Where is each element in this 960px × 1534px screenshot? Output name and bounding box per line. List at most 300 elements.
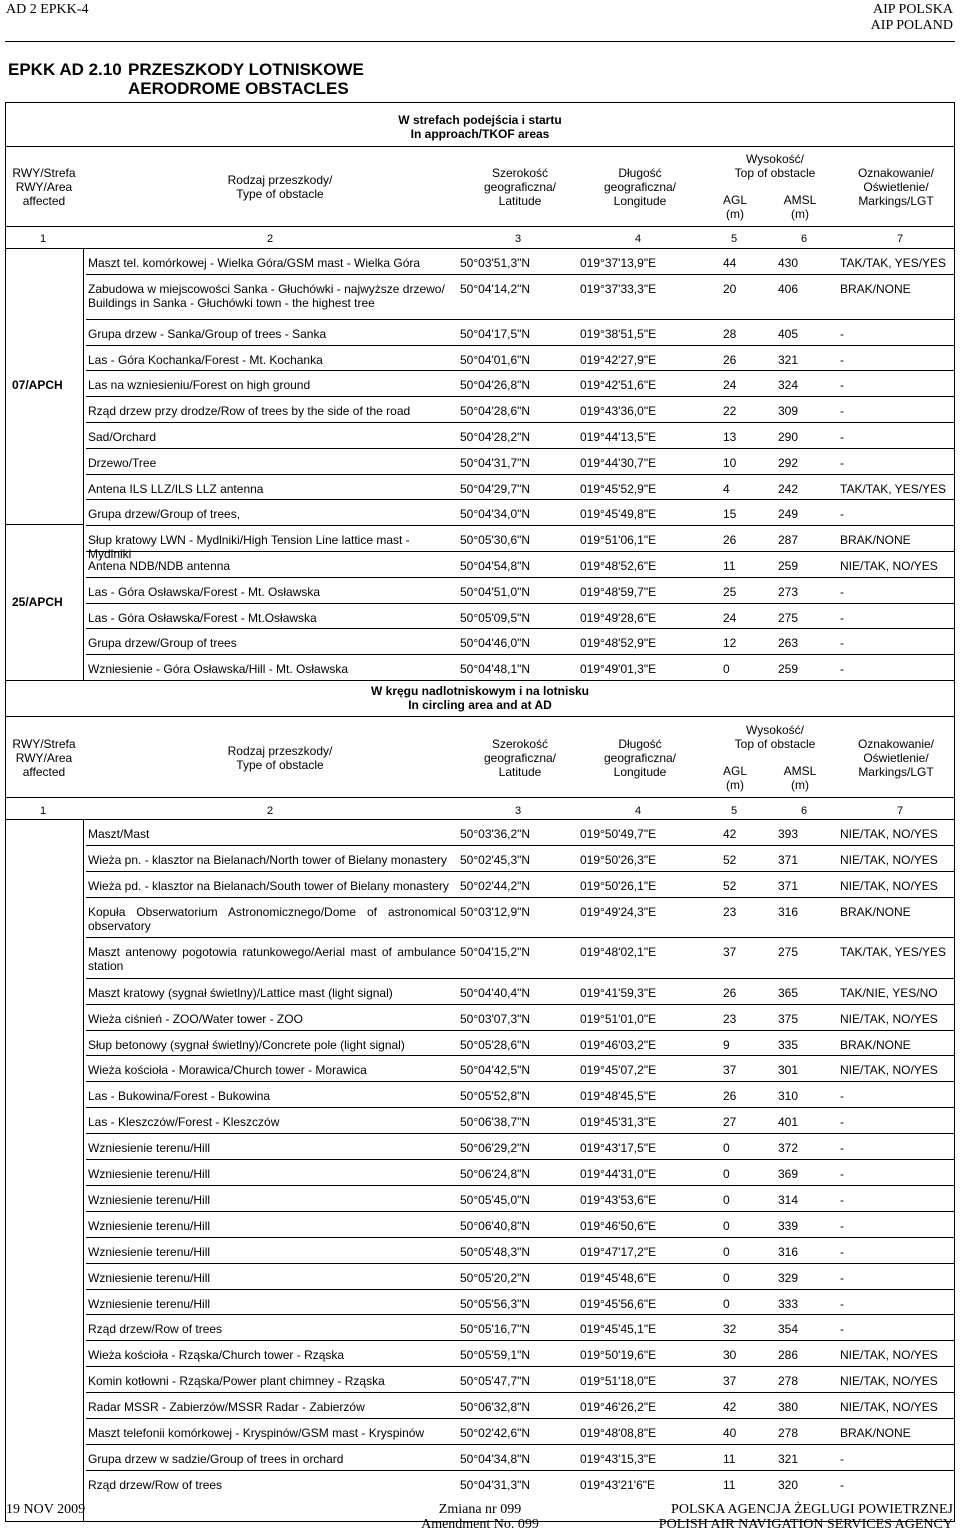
height-agl: 12 xyxy=(723,636,737,651)
col-lon-header-line: Longitude xyxy=(613,194,667,208)
markings-lgt: - xyxy=(840,636,844,651)
area-title-line1: W kręgu nadlotniskowym i na lotnisku xyxy=(370,684,590,698)
obstacle-type: Słup kratowy LWN - Mydlniki/High Tension Line lattice mast - Mydlniki xyxy=(88,533,410,562)
height-amsl: 310 xyxy=(778,1089,799,1104)
row-divider xyxy=(86,396,955,397)
height-agl: 0 xyxy=(723,1270,730,1285)
longitude: 019°48'59,7"E xyxy=(580,584,657,599)
obstacle-type: Wieża kościoła - Morawica/Church tower - Morawica xyxy=(88,1063,367,1078)
latitude: 50°04'26,8"N xyxy=(460,378,531,393)
height-agl: 26 xyxy=(723,985,737,1000)
latitude: 50°04'28,6"N xyxy=(460,404,531,419)
longitude: 019°46'50,6"E xyxy=(580,1218,657,1233)
row-divider xyxy=(86,1133,955,1134)
obstacle-type: Drzewo/Tree xyxy=(88,455,157,470)
circling-numbers-rule xyxy=(5,819,955,820)
latitude: 50°05'56,3"N xyxy=(460,1296,531,1311)
markings-lgt: TAK/NIE, YES/NO xyxy=(840,985,938,1000)
longitude: 019°45'48,6"E xyxy=(580,1270,657,1285)
latitude: 50°05'52,8"N xyxy=(460,1089,531,1104)
latitude: 50°04'29,7"N xyxy=(460,481,531,496)
obstacle-type: Wzniesienie terenu/Hill xyxy=(88,1270,211,1285)
row-divider xyxy=(86,1237,955,1238)
obstacle-type: Antena NDB/NDB antenna xyxy=(88,559,231,573)
markings-lgt: - xyxy=(840,430,844,444)
col-number: 6 xyxy=(801,233,808,245)
markings-lgt: BRAK/NONE xyxy=(840,281,911,296)
markings-lgt: - xyxy=(840,1451,844,1466)
circling-rwy-divider xyxy=(83,819,84,1522)
col-rwy-header-line: RWY/Strefa xyxy=(12,166,76,180)
rwy-block-divider xyxy=(5,524,83,525)
col-rwy-header xyxy=(5,737,83,779)
col-mark-header xyxy=(840,737,952,779)
height-amsl: 324 xyxy=(778,378,799,393)
height-agl: 37 xyxy=(723,1063,737,1078)
row-divider xyxy=(86,551,955,552)
height-amsl: 321 xyxy=(778,1451,799,1466)
col-type-header xyxy=(160,173,400,201)
obstacle-type: Słup betonowy (sygnał świetlny)/Concrete pole (light signal) xyxy=(88,1037,405,1052)
latitude: 50°05'30,6"N xyxy=(460,533,531,548)
latitude: 50°02'42,6"N xyxy=(460,1426,531,1440)
latitude: 50°04'42,5"N xyxy=(460,1063,531,1078)
height-amsl: 339 xyxy=(778,1218,799,1233)
footer-agency xyxy=(659,1502,953,1532)
col-lon-header-line: Longitude xyxy=(613,765,667,779)
markings-lgt: NIE/TAK, NO/YES xyxy=(840,1348,938,1363)
longitude: 019°48'45,5"E xyxy=(580,1089,657,1104)
height-amsl: 375 xyxy=(778,1011,799,1026)
markings-lgt: NIE/TAK, NO/YES xyxy=(840,1011,938,1026)
obstacle-type: Las - Kleszczów/Forest - Kleszczów xyxy=(88,1115,280,1130)
markings-lgt: - xyxy=(840,326,844,341)
col-rwy-header xyxy=(5,166,83,208)
latitude: 50°05'48,3"N xyxy=(460,1244,531,1259)
col-height-header xyxy=(690,723,860,751)
latitude: 50°04'51,0"N xyxy=(460,584,531,599)
row-divider xyxy=(86,448,955,449)
col-mark-header-line: Oznakowanie/ xyxy=(857,737,935,751)
latitude: 50°05'16,7"N xyxy=(460,1322,531,1337)
row-divider xyxy=(86,1289,955,1290)
height-amsl: 278 xyxy=(778,1426,799,1440)
longitude: 019°43'36,0"E xyxy=(580,404,657,419)
markings-lgt: - xyxy=(840,1141,844,1156)
height-agl: 37 xyxy=(723,1374,737,1389)
markings-lgt: - xyxy=(840,507,844,522)
col-amsl-header xyxy=(765,193,835,221)
latitude: 50°05'20,2"N xyxy=(460,1270,531,1285)
markings-lgt: - xyxy=(840,662,844,677)
row-divider xyxy=(86,319,955,320)
obstacle-type: Zabudowa w miejscowości Sanka - Głuchówki - najwyższe drzewo/ Buildings in Sanka - Głuchówki town - the highest tree xyxy=(88,281,445,310)
footer-amendment-en: Amendment No. 099 xyxy=(421,1517,539,1532)
markings-lgt: NIE/TAK, NO/YES xyxy=(840,827,938,841)
height-amsl: 292 xyxy=(778,455,799,470)
row-divider xyxy=(86,1470,955,1471)
height-amsl: 278 xyxy=(778,1374,799,1389)
height-agl: 27 xyxy=(723,1115,737,1130)
height-agl: 0 xyxy=(723,1192,730,1207)
longitude: 019°49'01,3"E xyxy=(580,662,657,677)
footer-agency-en: POLISH AIR NAVIGATION SERVICES AGENCY xyxy=(658,1517,953,1532)
height-agl: 24 xyxy=(723,378,737,393)
longitude: 019°44'30,7"E xyxy=(580,455,657,470)
page-header-right xyxy=(871,2,953,34)
section-number: EPKK AD 2.10 xyxy=(8,60,122,79)
markings-lgt: - xyxy=(840,1192,844,1207)
row-divider xyxy=(86,1185,955,1186)
markings-lgt: - xyxy=(840,404,844,419)
row-divider xyxy=(86,937,955,938)
markings-lgt: - xyxy=(840,455,844,470)
markings-lgt: NIE/TAK, NO/YES xyxy=(840,1063,938,1078)
markings-lgt: NIE/TAK, NO/YES xyxy=(840,1400,938,1415)
row-divider xyxy=(86,370,955,371)
latitude: 50°03'07,3"N xyxy=(460,1011,531,1026)
height-agl: 44 xyxy=(723,256,737,270)
col-height-header-line: Top of obstacle xyxy=(734,166,816,180)
longitude: 019°42'51,6"E xyxy=(580,378,657,393)
row-divider xyxy=(86,1314,955,1315)
height-amsl: 365 xyxy=(778,985,799,1000)
col-number: 7 xyxy=(897,233,904,245)
obstacle-type: Wieża ciśnień - ZOO/Water tower - ZOO xyxy=(88,1011,303,1026)
row-divider xyxy=(86,1030,955,1031)
obstacle-type: Rząd drzew/Row of trees xyxy=(88,1322,223,1337)
row-divider xyxy=(86,654,955,655)
col-lat-header-line: Szerokość xyxy=(491,737,549,751)
longitude: 019°50'26,1"E xyxy=(580,878,657,893)
col-amsl-header-line: (m) xyxy=(791,207,809,221)
height-amsl: 242 xyxy=(778,481,799,496)
col-mark-header-line: Oświetlenie/ xyxy=(863,751,929,765)
markings-lgt: NIE/TAK, NO/YES xyxy=(840,878,938,893)
row-divider xyxy=(86,845,955,846)
obstacle-type: Maszt kratowy (sygnał świetlny)/Lattice mast (light signal) xyxy=(88,985,393,1000)
row-divider xyxy=(86,422,955,423)
obstacle-type: Wzniesienie - Góra Osławska/Hill - Mt. Osławska xyxy=(88,662,349,677)
latitude: 50°05'28,6"N xyxy=(460,1037,531,1052)
obstacle-type: Maszt tel. komórkowej - Wielka Góra/GSM mast - Wielka Góra xyxy=(88,256,421,270)
col-number: 3 xyxy=(515,805,522,817)
height-amsl: 333 xyxy=(778,1296,799,1311)
height-amsl: 314 xyxy=(778,1192,799,1207)
latitude: 50°04'15,2"N xyxy=(460,944,531,959)
height-agl: 37 xyxy=(723,944,737,959)
markings-lgt: - xyxy=(840,1270,844,1285)
height-amsl: 405 xyxy=(778,326,799,341)
height-agl: 28 xyxy=(723,326,737,341)
height-amsl: 290 xyxy=(778,430,799,444)
height-agl: 0 xyxy=(723,662,730,677)
latitude: 50°05'09,5"N xyxy=(460,610,531,625)
height-agl: 32 xyxy=(723,1322,737,1337)
col-mark-header xyxy=(840,166,952,208)
row-divider xyxy=(86,1366,955,1367)
header-rule xyxy=(5,41,955,42)
height-agl: 13 xyxy=(723,430,737,444)
row-divider xyxy=(86,1392,955,1393)
height-agl: 42 xyxy=(723,1400,737,1415)
markings-lgt: - xyxy=(840,1218,844,1233)
longitude: 019°38'51,5"E xyxy=(580,326,657,341)
header-right-line1: AIP POLSKA xyxy=(873,2,953,17)
obstacle-type: Wieża pd. - klasztor na Bielanach/South tower of Bielany monastery xyxy=(88,878,449,893)
markings-lgt: - xyxy=(840,352,844,367)
row-divider xyxy=(86,871,955,872)
longitude: 019°37'13,9"E xyxy=(580,256,657,270)
obstacle-type: Grupa drzew - Sanka/Group of trees - Sanka xyxy=(88,326,327,341)
row-divider xyxy=(86,1418,955,1419)
row-divider xyxy=(86,897,955,898)
col-number: 2 xyxy=(267,805,274,817)
height-amsl: 321 xyxy=(778,352,799,367)
approach-end-rule xyxy=(5,680,955,681)
height-amsl: 259 xyxy=(778,662,799,677)
latitude: 50°02'45,3"N xyxy=(460,852,531,867)
obstacle-type: Maszt/Mast xyxy=(88,827,150,841)
latitude: 50°04'54,8"N xyxy=(460,559,531,573)
longitude: 019°37'33,3"E xyxy=(580,281,657,296)
height-amsl: 371 xyxy=(778,878,799,893)
longitude: 019°51'01,0"E xyxy=(580,1011,657,1026)
col-number: 7 xyxy=(897,805,904,817)
height-amsl: 406 xyxy=(778,281,799,296)
obstacle-type: Wzniesienie terenu/Hill xyxy=(88,1167,211,1181)
height-amsl: 249 xyxy=(778,507,799,522)
obstacle-type: Grupa drzew/Group of trees xyxy=(88,636,237,651)
latitude: 50°04'01,6"N xyxy=(460,352,531,367)
markings-lgt: BRAK/NONE xyxy=(840,904,911,919)
longitude: 019°48'52,9"E xyxy=(580,636,657,651)
height-amsl: 286 xyxy=(778,1348,799,1363)
col-rwy-header-line: RWY/Area xyxy=(15,180,73,194)
latitude: 50°05'45,0"N xyxy=(460,1192,531,1207)
longitude: 019°45'31,3"E xyxy=(580,1115,657,1130)
row-divider xyxy=(86,628,955,629)
latitude: 50°06'24,8"N xyxy=(460,1167,531,1181)
footer-amendment-pl: Zmiana nr 099 xyxy=(438,1502,522,1517)
longitude: 019°48'52,6"E xyxy=(580,559,657,573)
col-lon-header-line: geograficzna/ xyxy=(603,751,677,765)
height-amsl: 287 xyxy=(778,533,799,548)
col-agl-header-line: AGL xyxy=(722,764,747,778)
height-agl: 52 xyxy=(723,878,737,893)
row-divider xyxy=(86,525,955,526)
col-type-header-line: Rodzaj przeszkody/ xyxy=(227,173,333,187)
height-agl: 0 xyxy=(723,1218,730,1233)
longitude: 019°44'31,0"E xyxy=(580,1167,657,1181)
row-divider xyxy=(86,1211,955,1212)
col-type-header-line: Rodzaj przeszkody/ xyxy=(227,744,333,758)
latitude: 50°04'48,1"N xyxy=(460,662,531,677)
col-lat-header-line: Latitude xyxy=(498,765,542,779)
obstacle-type: Grupa drzew/Group of trees, xyxy=(88,507,241,522)
markings-lgt: - xyxy=(840,584,844,599)
height-amsl: 320 xyxy=(778,1477,799,1492)
rwy-block-07: 07/APCH xyxy=(12,378,63,392)
longitude: 019°46'26,2"E xyxy=(580,1400,657,1415)
height-agl: 11 xyxy=(723,559,736,573)
col-rwy-header-line: RWY/Strefa xyxy=(12,737,76,751)
longitude: 019°48'02,1"E xyxy=(580,944,657,959)
markings-lgt: NIE/TAK, NO/YES xyxy=(840,559,938,573)
row-divider xyxy=(86,1004,955,1005)
col-number: 4 xyxy=(635,233,642,245)
col-lat-header-line: Szerokość xyxy=(491,166,549,180)
latitude: 50°06'38,7"N xyxy=(460,1115,531,1130)
markings-lgt: TAK/TAK, YES/YES xyxy=(840,256,947,270)
height-amsl: 316 xyxy=(778,1244,799,1259)
height-amsl: 393 xyxy=(778,827,799,841)
col-mark-header-line: Oświetlenie/ xyxy=(863,180,929,194)
col-height-header-line: Wysokość/ xyxy=(746,152,804,166)
height-amsl: 372 xyxy=(778,1141,799,1156)
circling-title-rule xyxy=(5,716,955,717)
obstacle-type: Maszt antenowy pogotowia ratunkowego/Aerial mast of ambulance station xyxy=(88,944,456,973)
row-divider xyxy=(86,1444,955,1445)
footer-agency-pl: POLSKA AGENCJA ŻEGLUGI POWIETRZNEJ xyxy=(671,1502,953,1517)
obstacle-type: Wzniesienie terenu/Hill xyxy=(88,1218,211,1233)
height-agl: 30 xyxy=(723,1348,737,1363)
area-title-line2: In approach/TKOF areas xyxy=(410,127,550,141)
longitude: 019°42'27,9"E xyxy=(580,352,657,367)
longitude: 019°50'49,7"E xyxy=(580,827,657,841)
height-agl: 26 xyxy=(723,533,737,548)
obstacle-type: Wieża kościoła - Rząska/Church tower - Rząska xyxy=(88,1348,345,1363)
latitude: 50°03'12,9"N xyxy=(460,904,531,919)
latitude: 50°04'34,8"N xyxy=(460,1451,531,1466)
longitude: 019°51'06,1"E xyxy=(580,533,657,548)
height-agl: 0 xyxy=(723,1296,730,1311)
height-amsl: 259 xyxy=(778,559,799,573)
height-amsl: 371 xyxy=(778,852,799,867)
longitude: 019°46'03,2"E xyxy=(580,1037,657,1052)
markings-lgt: BRAK/NONE xyxy=(840,1037,911,1052)
area-title-line2: In circling area and at AD xyxy=(408,698,552,712)
height-agl: 15 xyxy=(723,507,737,522)
col-amsl-header-line: (m) xyxy=(791,778,809,792)
col-agl-header-line: (m) xyxy=(726,778,744,792)
markings-lgt: - xyxy=(840,1089,844,1104)
col-number: 5 xyxy=(731,233,738,245)
row-divider xyxy=(86,603,955,604)
section-title-line1: PRZESZKODY LOTNISKOWE xyxy=(128,60,364,79)
height-amsl: 335 xyxy=(778,1037,799,1052)
row-divider xyxy=(86,474,955,475)
obstacle-type: Las na wzniesieniu/Forest on high ground xyxy=(88,378,311,393)
longitude: 019°49'28,6"E xyxy=(580,610,657,625)
markings-lgt: - xyxy=(840,1322,844,1337)
rwy-column-divider xyxy=(83,248,84,680)
obstacle-type: Las - Góra Osławska/Forest - Mt. Osławska xyxy=(88,584,321,599)
height-amsl: 301 xyxy=(778,1063,799,1078)
circling-header-rule xyxy=(5,797,955,798)
obstacle-type: Rząd drzew/Row of trees xyxy=(88,1477,223,1492)
row-divider xyxy=(86,978,955,979)
footer-date: 19 NOV 2009 xyxy=(6,1502,86,1517)
height-amsl: 273 xyxy=(778,584,799,599)
height-agl: 26 xyxy=(723,1089,737,1104)
height-agl: 11 xyxy=(723,1477,736,1492)
height-agl: 23 xyxy=(723,904,737,919)
obstacle-type: Las - Góra Kochanka/Forest - Mt. Kochanka xyxy=(88,352,323,367)
col-height-header-line: Wysokość/ xyxy=(746,723,804,737)
latitude: 50°05'59,1"N xyxy=(460,1348,531,1363)
latitude: 50°05'47,7"N xyxy=(460,1374,531,1389)
obstacle-type: Wieża pn. - klasztor na Bielanach/North tower of Bielany monastery xyxy=(88,852,447,867)
row-divider xyxy=(86,577,955,578)
col-number: 3 xyxy=(515,233,522,245)
height-agl: 10 xyxy=(723,455,737,470)
obstacle-type: Wzniesienie terenu/Hill xyxy=(88,1244,211,1259)
height-agl: 20 xyxy=(723,281,737,296)
height-agl: 22 xyxy=(723,404,737,419)
longitude: 019°43'21'6"E xyxy=(580,1477,656,1492)
height-agl: 4 xyxy=(723,481,730,496)
col-agl-header-line: AGL xyxy=(722,193,747,207)
markings-lgt: BRAK/NONE xyxy=(840,1426,911,1440)
longitude: 019°45'52,9"E xyxy=(580,481,657,496)
numbers-rule-bottom xyxy=(5,248,955,249)
markings-lgt: TAK/TAK, YES/YES xyxy=(840,481,947,496)
height-amsl: 430 xyxy=(778,256,799,270)
footer-amendment xyxy=(380,1502,580,1532)
section-title xyxy=(8,60,364,98)
height-agl: 0 xyxy=(723,1141,730,1156)
col-amsl-header-line: AMSL xyxy=(783,193,817,207)
height-amsl: 275 xyxy=(778,610,799,625)
markings-lgt: TAK/TAK, YES/YES xyxy=(840,944,947,959)
col-number: 6 xyxy=(801,805,808,817)
height-amsl: 401 xyxy=(778,1115,799,1130)
title-rule-bottom xyxy=(5,146,955,147)
markings-lgt: NIE/TAK, NO/YES xyxy=(840,1374,938,1389)
row-divider xyxy=(86,1107,955,1108)
latitude: 50°02'44,2"N xyxy=(460,878,531,893)
height-amsl: 380 xyxy=(778,1400,799,1415)
obstacle-type: Grupa drzew w sadzie/Group of trees in orchard xyxy=(88,1451,344,1466)
col-type-header-line: Type of obstacle xyxy=(236,758,324,772)
col-mark-header-line: Oznakowanie/ xyxy=(857,166,935,180)
longitude: 019°41'59,3"E xyxy=(580,985,657,1000)
longitude: 019°44'13,5"E xyxy=(580,430,657,444)
height-agl: 26 xyxy=(723,352,737,367)
col-number: 2 xyxy=(267,233,274,245)
col-height-header xyxy=(690,152,860,180)
height-amsl: 354 xyxy=(778,1322,799,1337)
latitude: 50°04'28,2"N xyxy=(460,430,531,444)
col-height-header-line: Top of obstacle xyxy=(734,737,816,751)
row-divider xyxy=(86,499,955,500)
latitude: 50°04'34,0"N xyxy=(460,507,531,522)
col-lon-header-line: geograficzna/ xyxy=(603,180,677,194)
markings-lgt: BRAK/NONE xyxy=(840,533,911,548)
col-rwy-header-line: RWY/Area xyxy=(15,751,73,765)
longitude: 019°50'19,6"E xyxy=(580,1348,657,1363)
latitude: 50°06'32,8"N xyxy=(460,1400,531,1415)
row-divider xyxy=(86,1340,955,1341)
height-amsl: 329 xyxy=(778,1270,799,1285)
header-right-line2: AIP POLAND xyxy=(870,18,953,33)
obstacle-type: Radar MSSR - Zabierzów/MSSR Radar - Zabierzów xyxy=(88,1400,365,1415)
longitude: 019°43'53,6"E xyxy=(580,1192,657,1207)
col-amsl-header xyxy=(765,764,835,792)
row-divider xyxy=(86,1159,955,1160)
height-amsl: 275 xyxy=(778,944,799,959)
